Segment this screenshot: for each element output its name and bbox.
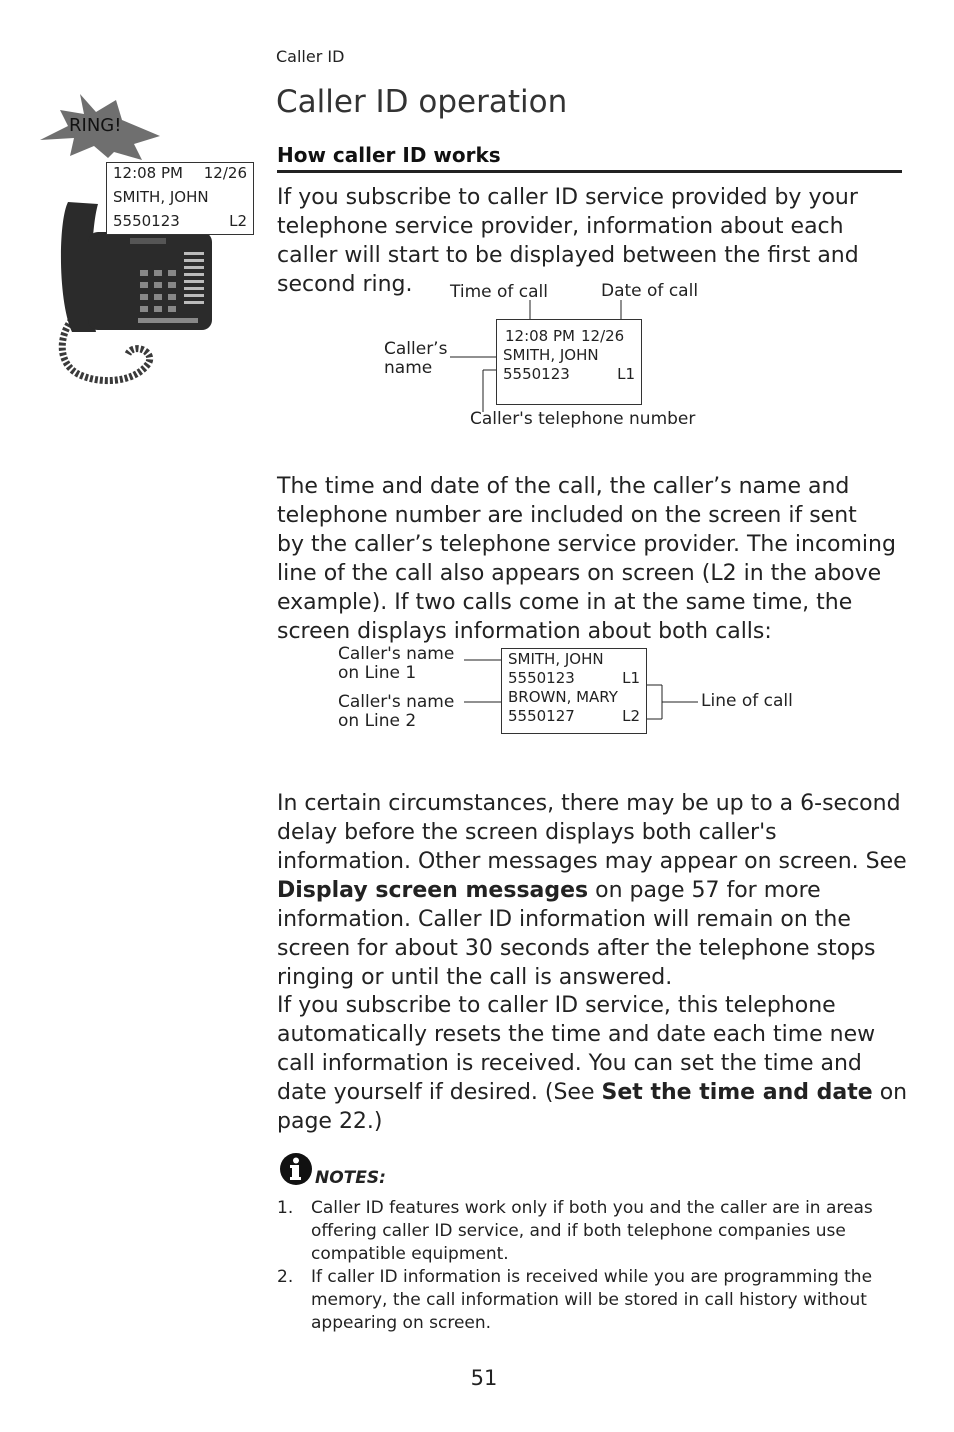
notes-list	[277, 1197, 895, 1347]
phone-illustration	[38, 92, 258, 392]
note-number: 2.	[277, 1267, 294, 1287]
info-icon	[279, 1152, 313, 1186]
label-callers-telephone-number: Caller's telephone number	[470, 409, 696, 429]
paragraph-text: on page 57 for more information. Caller ID information will remain on the screen for about 30 seconds after the telephone stops ringing or until the call is answered.	[277, 878, 876, 990]
caller-id-diagram	[380, 278, 710, 438]
section-header: Caller ID	[276, 47, 345, 66]
label-line2-b: on Line 2	[338, 711, 417, 731]
lcd-name: BROWN, MARY	[508, 688, 618, 706]
label-callers-name-1: Caller’s	[384, 339, 448, 359]
lcd-line: L2	[622, 707, 640, 725]
section-heading: How caller ID works	[277, 143, 902, 173]
time-date-paragraph	[277, 472, 917, 646]
note-text: Caller ID features work only if both you and the caller are in areas offering caller ID service, and if both telephone companies use compatible equipment.	[311, 1198, 873, 1264]
lcd-name: SMITH, JOHN	[113, 188, 209, 206]
label-line-of-call: Line of call	[701, 691, 793, 711]
lcd-number: 5550123	[503, 365, 570, 383]
diagram2-lcd-display	[501, 648, 647, 734]
paragraph-text: on page 22.)	[277, 1080, 908, 1134]
lcd-name: SMITH, JOHN	[503, 346, 599, 364]
notes-title: NOTES:	[315, 1168, 386, 1188]
paragraph-line: screen displays information about both calls:	[277, 619, 772, 644]
display-screen-messages-link: Display screen messages	[277, 878, 589, 903]
telephone-icon	[38, 92, 258, 392]
label-callers-name-2: name	[384, 358, 433, 378]
paragraph-line: example). If two calls come in at the same time, the	[277, 590, 853, 615]
paragraph-line: by the caller’s telephone service provider. The incoming	[277, 532, 896, 557]
lcd-name: SMITH, JOHN	[508, 650, 604, 668]
lcd-number: 5550127	[508, 707, 575, 725]
label-line1-b: on Line 1	[338, 663, 417, 683]
lcd-number: 5550123	[508, 669, 575, 687]
two-calls-diagram	[336, 642, 816, 742]
set-time-and-date-link: Set the time and date	[601, 1080, 873, 1105]
lcd-number: 5550123	[113, 212, 180, 230]
lcd-time: 12:08 PM	[113, 164, 183, 182]
diagram1-lcd-display	[496, 319, 642, 405]
label-time-of-call: Time of call	[450, 282, 549, 302]
paragraph-line: The time and date of the call, the caller’s name and	[277, 474, 850, 499]
note-number: 1.	[277, 1198, 294, 1218]
lcd-date: 12/26	[203, 164, 247, 182]
notes-header	[279, 1152, 479, 1192]
reset-paragraph	[277, 991, 913, 1136]
lcd-line: L1	[622, 669, 640, 687]
label-date-of-call: Date of call	[601, 281, 699, 301]
page-number: 51	[470, 1366, 498, 1390]
lcd-line: L2	[229, 212, 247, 230]
ring-label: RING!	[69, 115, 122, 136]
lcd-date: 12/26	[581, 327, 625, 345]
paragraph-text: In certain circumstances, there may be up to a 6-second delay before the screen displays both caller's information. Other messages may appear on screen. See	[277, 791, 907, 874]
lcd-line: L1	[617, 365, 635, 383]
note-text: If caller ID information is received while you are programming the memory, the call information will be stored in call history without appearing on screen.	[311, 1267, 873, 1333]
paragraph-line: telephone number are included on the screen if sent	[277, 503, 857, 528]
note-item	[277, 1266, 895, 1336]
paragraph-text: If you subscribe to caller ID service, this telephone automatically resets the time and date each time new call information is received. You can set the time and date yourself if desired. (See	[277, 993, 876, 1105]
label-line2-a: Caller's name	[338, 692, 455, 712]
label-line1-a: Caller's name	[338, 644, 455, 664]
intro-paragraph: If you subscribe to caller ID service provided by your telephone service provider, information about each caller will start to be displayed between the first and second ring.	[277, 185, 859, 297]
delay-paragraph	[277, 789, 909, 992]
page-title: Caller ID operation	[276, 84, 568, 120]
paragraph-line: line of the call also appears on screen (L2 in the above	[277, 561, 882, 586]
phone-lcd-display	[106, 162, 254, 235]
lcd-time: 12:08 PM	[505, 327, 575, 345]
note-item	[277, 1197, 895, 1267]
